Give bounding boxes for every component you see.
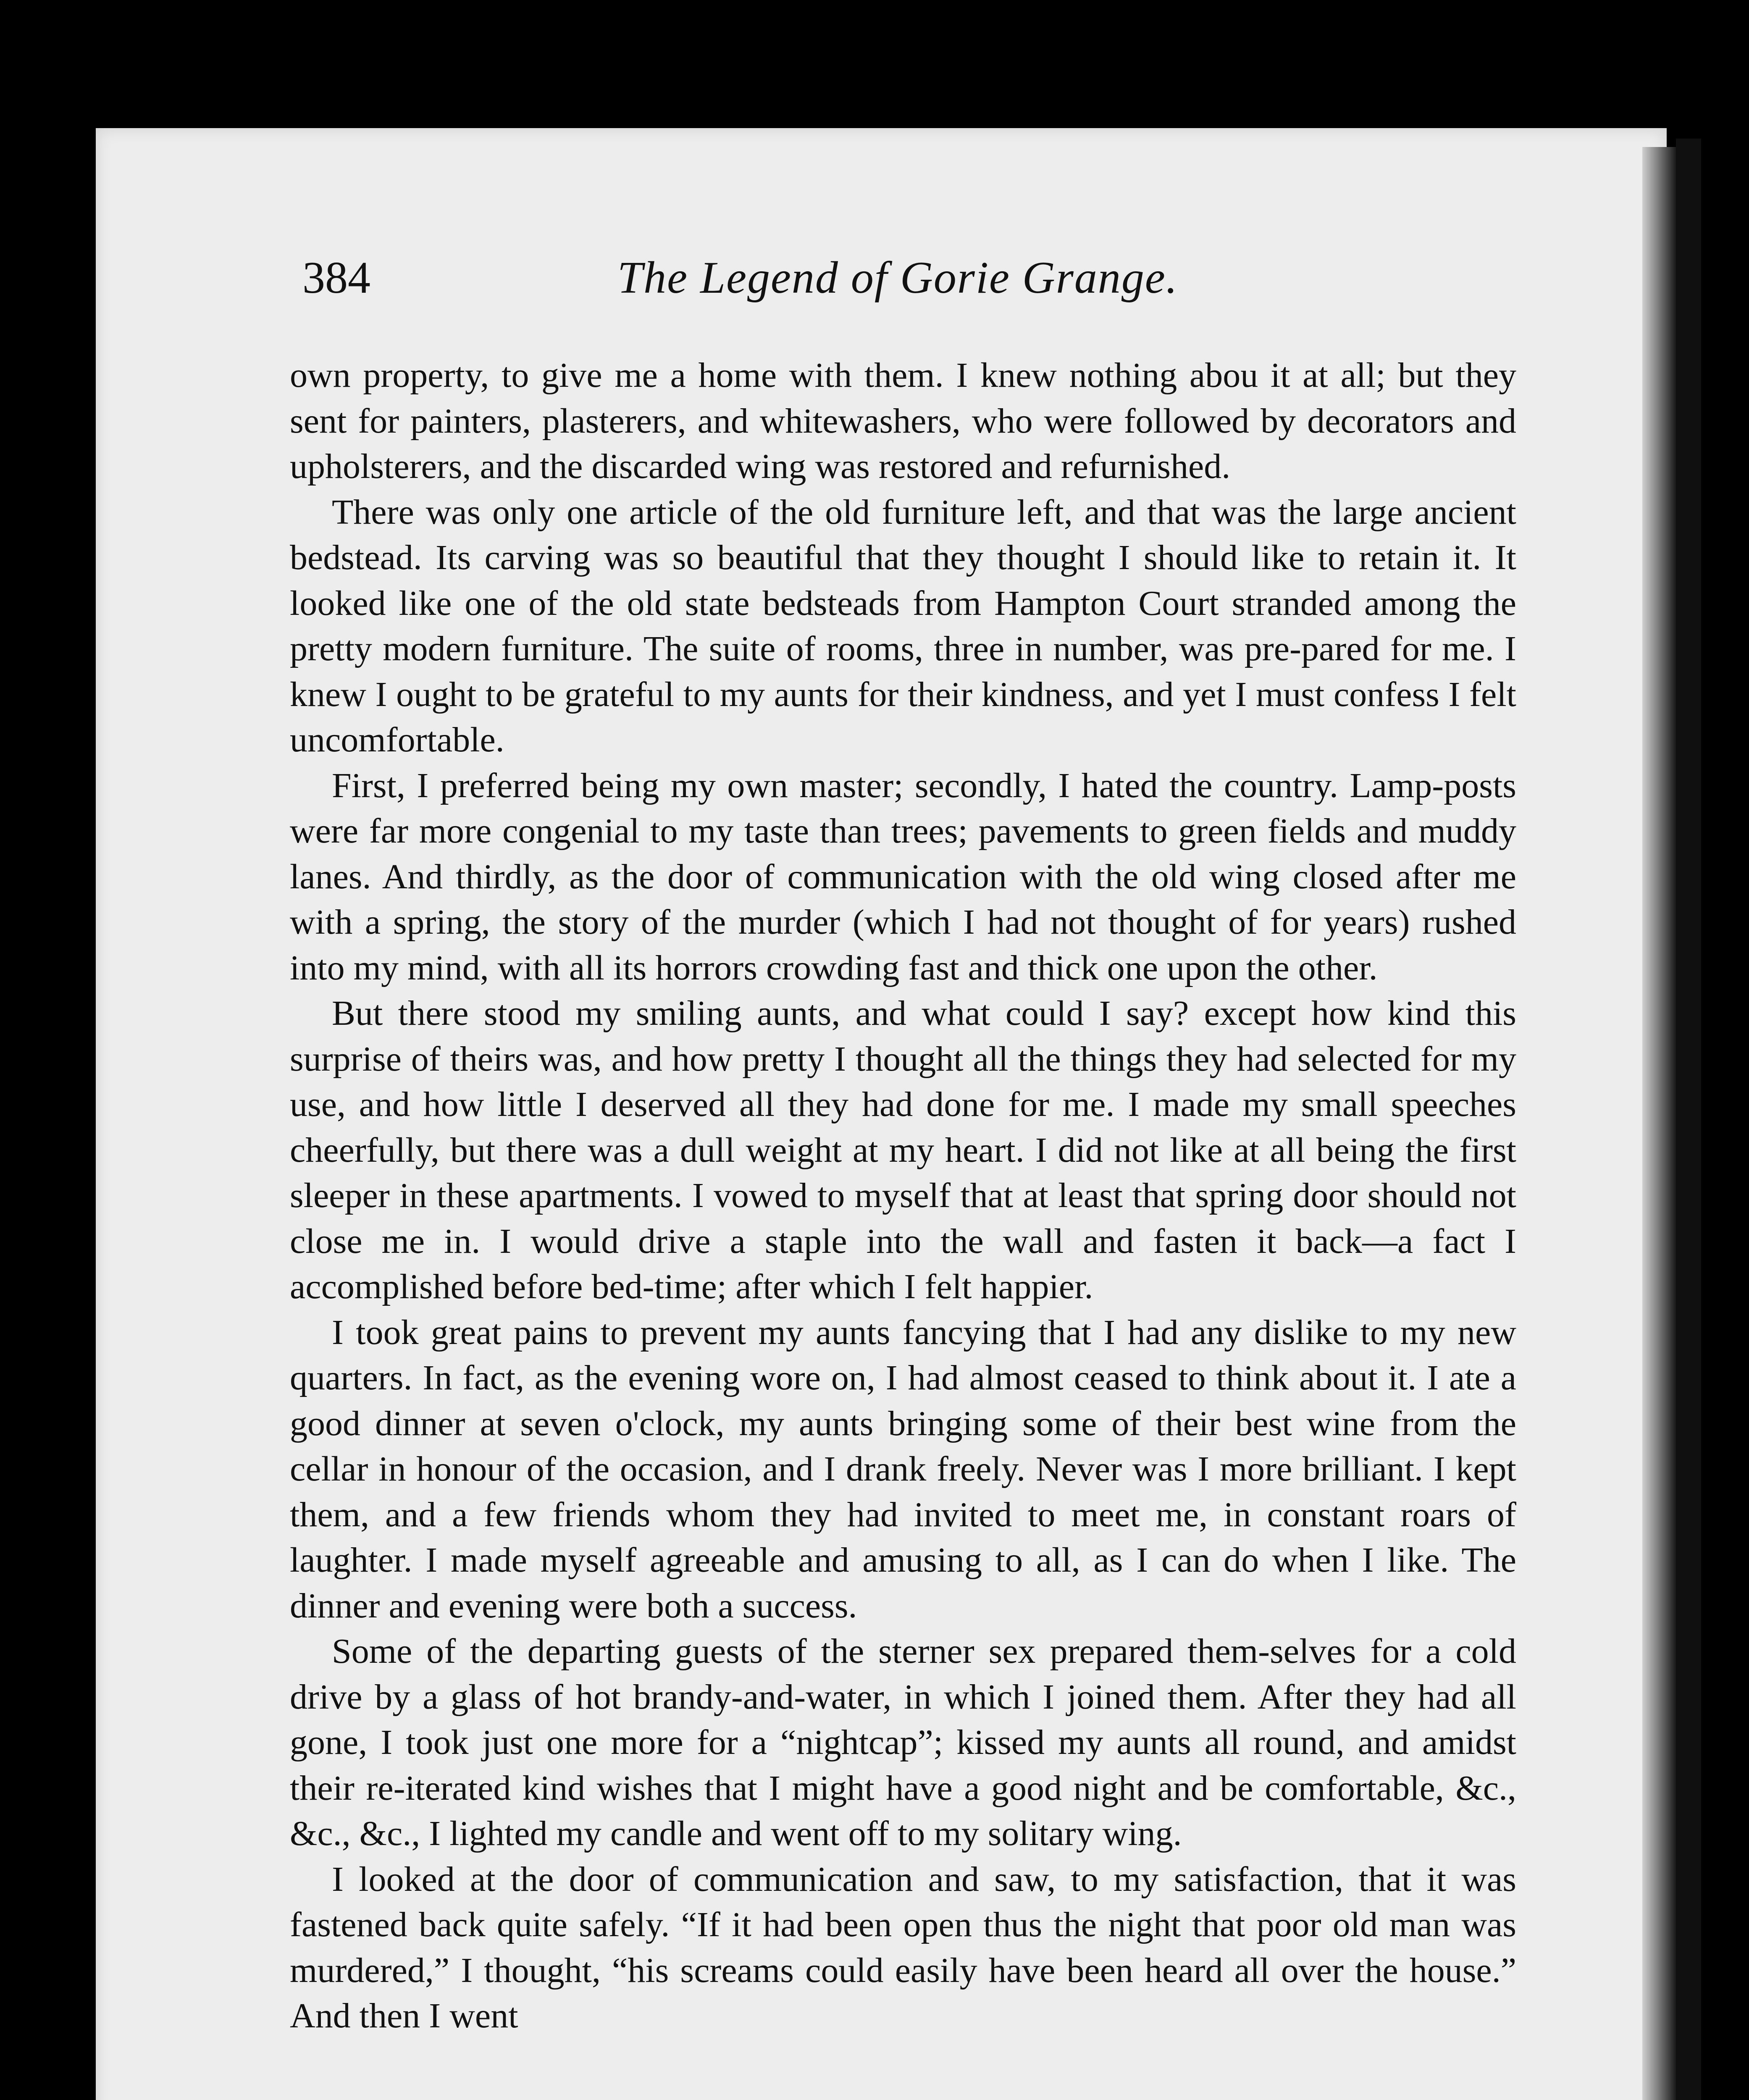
running-title: The Legend of Gorie Grange. bbox=[617, 253, 1178, 303]
page-number: 384 bbox=[302, 253, 370, 303]
paragraph: I took great pains to prevent my aunts fancying that I had any dislike to my new quarters. In fact, as the evening wore on, I had almost ceased to think about it. I ate a good dinner at seven o'clock, my aunts bringing some of their best wine from the cellar in honour of the occasion, and I drank freely. Never was I more brilliant. I kept them, and a few friends whom they had invited to meet me, in constant roars of laughter. I made myself agreeable and amusing to all, as I can do when I like. The dinner and evening were both a success. bbox=[290, 1312, 1516, 1625]
paragraph: First, I preferred being my own master; secondly, I hated the country. Lamp-posts were far more congenial to my taste than trees; pavements to green fields and muddy lanes. And thirdly, as the door of communication with the old wing closed after me with a spring, the story of the murder (which I had not thought of for years) rushed into my mind, with all its horrors crowding fast and thick one upon the other. bbox=[290, 766, 1516, 987]
paragraph: But there stood my smiling aunts, and what could I say? except how kind this surprise of theirs was, and how pretty I thought all the things they had selected for my use, and how little I deserved all they had done for me. I made my small speeches cheerfully, but there was a dull weight at my heart. I did not like at all being the first sleeper in these apartments. I vowed to myself that at least that spring door should not close me in. I would drive a staple into the wall and fasten it back—a fact I accomplished before bed-time; after which I felt happier. bbox=[290, 994, 1516, 1306]
page-edge bbox=[1676, 139, 1701, 2100]
paragraph: own property, to give me a home with them. I knew nothing abou it at all; but they sent for painters, plasterers, and whitewashers, who were followed by decorators and upholsterers, and the discarded wing was restored and refurnished. bbox=[290, 356, 1516, 486]
paragraph: I looked at the door of communication and saw, to my satisfaction, that it was fastened back quite safely. “If it had been open thus the night that poor old man was murdered,” I thought, “his screams could easily have been heard all over the house.” And then I went bbox=[290, 1859, 1516, 2035]
paragraph: There was only one article of the old furniture left, and that was the large ancient bedstead. Its carving was so beautiful that they thought I should like to retain it. It looked like one of the old state bedsteads from Hampton Court stranded among the pretty modern furniture. The suite of rooms, three in number, was pre-pared for me. I knew I ought to be grateful to my aunts for their kindness, and yet I must confess I felt uncomfortable. bbox=[290, 492, 1516, 759]
page-gutter bbox=[1642, 147, 1676, 2100]
paragraph: Some of the departing guests of the sterner sex prepared them-selves for a cold drive by a glass of hot brandy-and-water, in which I joined them. After they had all gone, I took just one more for a “nightcap”; kissed my aunts all round, and amidst their re-iterated kind wishes that I might have a good night and be comfortable, &c., &c., &c., I lighted my candle and went off to my solitary wing. bbox=[290, 1632, 1516, 1853]
body-text bbox=[290, 353, 1516, 2039]
